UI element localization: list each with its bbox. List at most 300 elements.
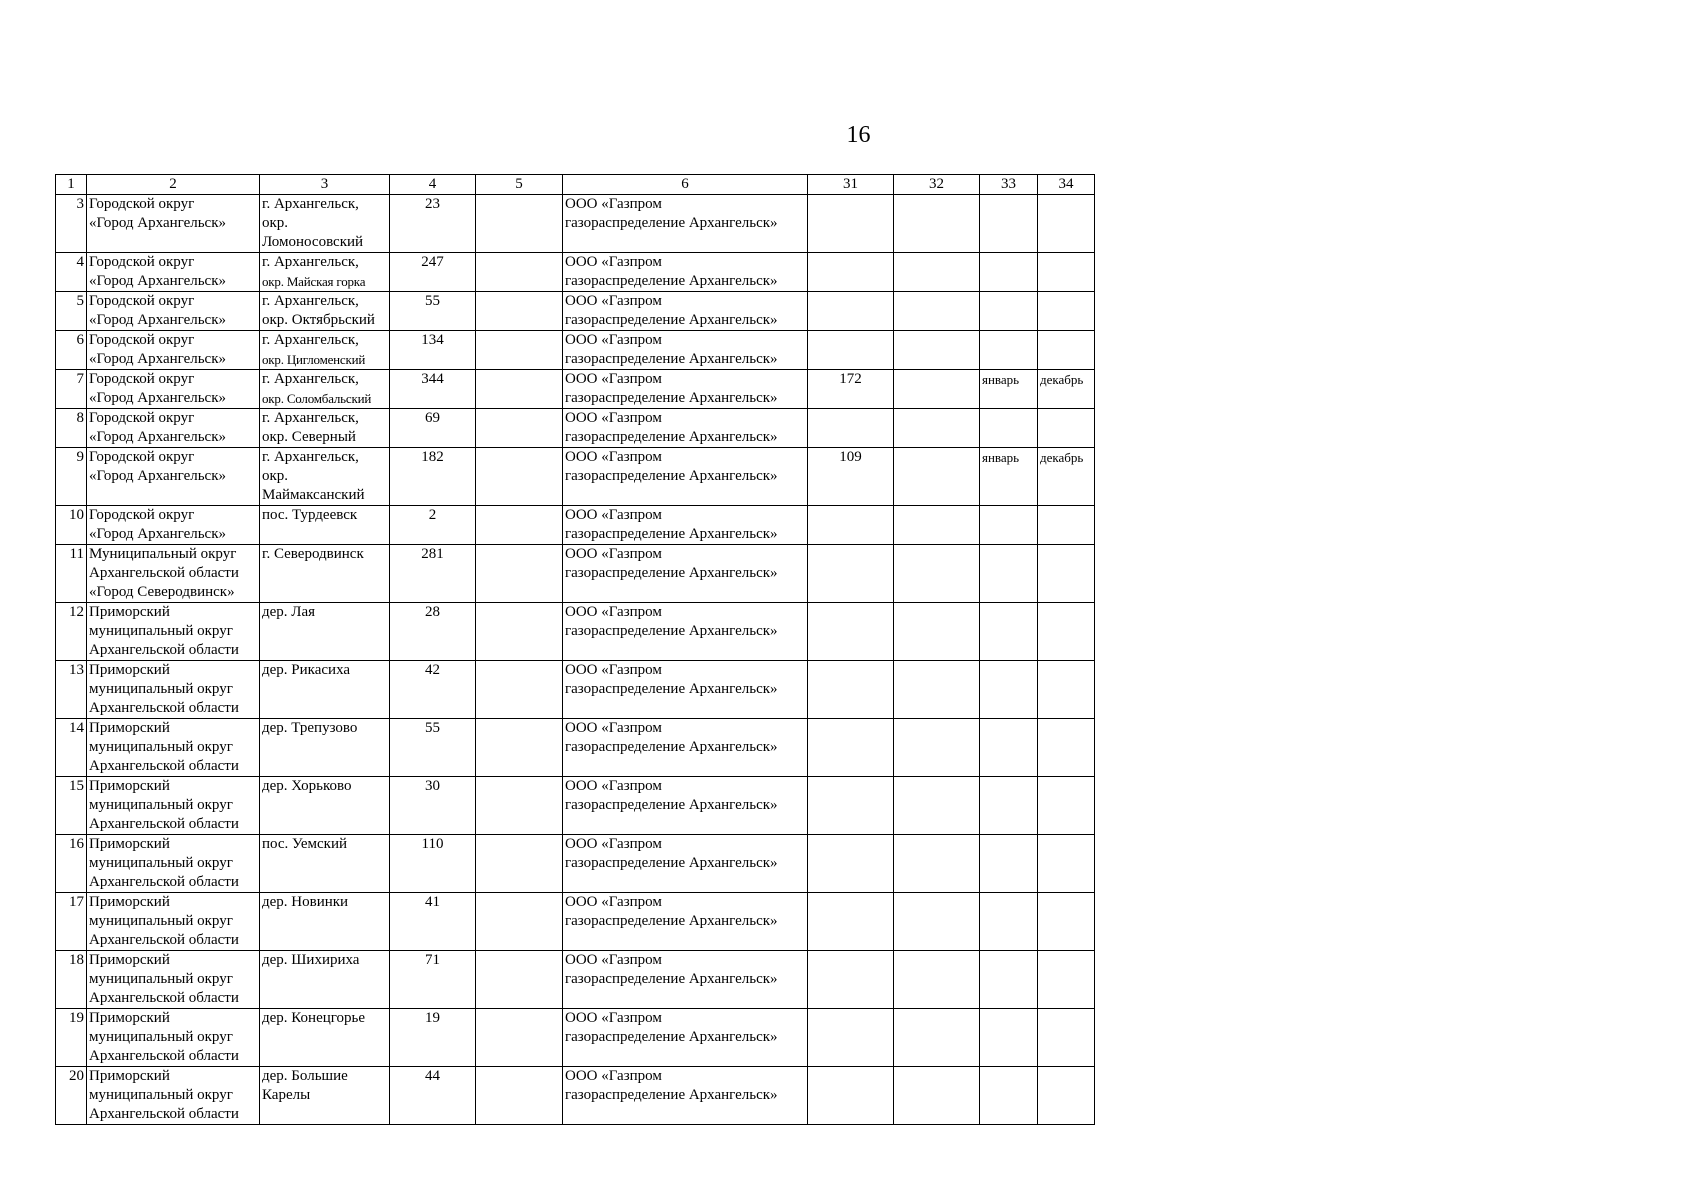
locality-cell-line: г. Архангельск, <box>262 293 359 309</box>
organization-cell-line: ООО «Газпром <box>565 662 662 678</box>
table-row <box>56 409 1095 448</box>
row-number-cell: 9 <box>56 448 87 506</box>
organization-cell-line: ООО «Газпром <box>565 1068 662 1084</box>
col32-value-cell <box>894 370 980 409</box>
col4-value-cell: 42 <box>390 661 476 719</box>
col31-value-cell <box>808 893 894 951</box>
col33-value-cell <box>980 506 1038 545</box>
col5-value-cell <box>476 777 563 835</box>
col5-value-cell <box>476 506 563 545</box>
locality-cell-line: г. Архангельск, <box>262 332 359 348</box>
col34-value-cell <box>1038 835 1095 893</box>
col5-value-cell <box>476 545 563 603</box>
col32-value-cell <box>894 195 980 253</box>
col5-value-cell <box>476 448 563 506</box>
col33-value-cell <box>980 951 1038 1009</box>
column-header: 1 <box>56 175 87 195</box>
col33-value-cell <box>980 835 1038 893</box>
col33-value-cell <box>980 1067 1038 1125</box>
col32-value-cell <box>894 1009 980 1067</box>
locality-cell <box>260 448 390 506</box>
district-cell-line: «Город Архангельск» <box>89 312 227 328</box>
col33-value-cell <box>980 893 1038 951</box>
locality-cell <box>260 777 390 835</box>
table-row <box>56 835 1095 893</box>
row-number-cell: 12 <box>56 603 87 661</box>
organization-cell-line: ООО «Газпром <box>565 332 662 348</box>
organization-cell-line: ООО «Газпром <box>565 507 662 523</box>
col31-value-cell <box>808 409 894 448</box>
district-cell-line: Приморский <box>89 894 170 910</box>
table-row <box>56 1067 1095 1125</box>
organization-cell-line: газораспределение Архангельск» <box>565 913 778 929</box>
district-cell-line: Архангельской области <box>89 1048 239 1064</box>
col31-value-cell <box>808 777 894 835</box>
locality-cell <box>260 719 390 777</box>
col5-value-cell <box>476 1009 563 1067</box>
col33-value-cell <box>980 253 1038 292</box>
table-body <box>56 195 1095 1125</box>
organization-cell-line: ООО «Газпром <box>565 952 662 968</box>
organization-cell <box>563 370 808 409</box>
row-number-cell: 14 <box>56 719 87 777</box>
locality-cell-line: дер. Шихириха <box>262 952 360 968</box>
column-header: 2 <box>87 175 260 195</box>
district-cell-line: Приморский <box>89 1068 170 1084</box>
row-number-cell: 13 <box>56 661 87 719</box>
district-cell-line: Архангельской области <box>89 874 239 890</box>
col32-value-cell <box>894 253 980 292</box>
organization-cell-line: газораспределение Архангельск» <box>565 681 778 697</box>
organization-cell-line: ООО «Газпром <box>565 720 662 736</box>
table-row <box>56 506 1095 545</box>
organization-cell <box>563 292 808 331</box>
col33-value-cell <box>980 409 1038 448</box>
locality-cell-line: Карелы <box>262 1087 311 1103</box>
organization-cell <box>563 1067 808 1125</box>
organization-cell-line: ООО «Газпром <box>565 604 662 620</box>
district-cell-line: «Город Архангельск» <box>89 429 227 445</box>
locality-cell <box>260 506 390 545</box>
district-cell-line: Городской округ <box>89 410 195 426</box>
col4-value-cell: 182 <box>390 448 476 506</box>
table-row <box>56 448 1095 506</box>
district-cell-line: муниципальный округ <box>89 681 233 697</box>
row-number-cell: 16 <box>56 835 87 893</box>
col31-value-cell: 109 <box>808 448 894 506</box>
district-cell <box>87 835 260 893</box>
locality-cell-line: окр. Цигломенский <box>262 352 366 367</box>
col32-value-cell <box>894 719 980 777</box>
col5-value-cell <box>476 409 563 448</box>
locality-cell-line: дер. Трепузово <box>262 720 358 736</box>
column-header: 6 <box>563 175 808 195</box>
organization-cell <box>563 195 808 253</box>
col34-value-cell <box>1038 893 1095 951</box>
data-table <box>55 174 1095 1125</box>
organization-cell-line: газораспределение Архангельск» <box>565 739 778 755</box>
locality-cell <box>260 545 390 603</box>
district-cell-line: Приморский <box>89 836 170 852</box>
organization-cell <box>563 448 808 506</box>
row-number-cell: 4 <box>56 253 87 292</box>
organization-cell-line: газораспределение Архангельск» <box>565 797 778 813</box>
organization-cell <box>563 331 808 370</box>
col5-value-cell <box>476 951 563 1009</box>
col4-value-cell: 44 <box>390 1067 476 1125</box>
col32-value-cell <box>894 409 980 448</box>
locality-cell <box>260 661 390 719</box>
organization-cell-line: ООО «Газпром <box>565 293 662 309</box>
district-cell <box>87 661 260 719</box>
col34-value-cell <box>1038 603 1095 661</box>
table-row <box>56 603 1095 661</box>
locality-cell-line: дер. Новинки <box>262 894 349 910</box>
col4-value-cell: 71 <box>390 951 476 1009</box>
district-cell-line: Городской округ <box>89 332 195 348</box>
organization-cell-line: ООО «Газпром <box>565 254 662 270</box>
district-cell-line: Архангельской области <box>89 565 239 581</box>
col33-value-cell <box>980 331 1038 370</box>
col34-value-cell <box>1038 292 1095 331</box>
col32-value-cell <box>894 603 980 661</box>
col33-value-cell <box>980 777 1038 835</box>
locality-cell-line: г. Северодвинск <box>262 546 364 562</box>
locality-cell-line: дер. Рикасиха <box>262 662 351 678</box>
col31-value-cell <box>808 661 894 719</box>
organization-cell-line: газораспределение Архангельск» <box>565 273 778 289</box>
row-number-cell: 20 <box>56 1067 87 1125</box>
organization-cell <box>563 951 808 1009</box>
col4-value-cell: 30 <box>390 777 476 835</box>
organization-cell-line: газораспределение Архангельск» <box>565 1029 778 1045</box>
col4-value-cell: 55 <box>390 719 476 777</box>
col32-value-cell <box>894 448 980 506</box>
district-cell-line: муниципальный округ <box>89 1087 233 1103</box>
col4-value-cell: 247 <box>390 253 476 292</box>
column-header: 3 <box>260 175 390 195</box>
organization-cell-line: ООО «Газпром <box>565 410 662 426</box>
col34-value-cell <box>1038 951 1095 1009</box>
col4-value-cell: 344 <box>390 370 476 409</box>
locality-cell <box>260 1009 390 1067</box>
district-cell-line: муниципальный округ <box>89 739 233 755</box>
col31-value-cell <box>808 331 894 370</box>
organization-cell-line: ООО «Газпром <box>565 196 662 212</box>
row-number-cell: 5 <box>56 292 87 331</box>
locality-cell-line: пос. Турдеевск <box>262 507 358 523</box>
row-number-cell: 11 <box>56 545 87 603</box>
district-cell-line: муниципальный округ <box>89 797 233 813</box>
organization-cell <box>563 603 808 661</box>
locality-cell-line: пос. Уемский <box>262 836 348 852</box>
col33-value-cell <box>980 661 1038 719</box>
locality-cell-line: Ломоносовский <box>262 234 364 250</box>
organization-cell <box>563 1009 808 1067</box>
column-header: 33 <box>980 175 1038 195</box>
col34-value-cell <box>1038 253 1095 292</box>
locality-cell-line: г. Архангельск, <box>262 449 359 465</box>
col34-value-cell <box>1038 777 1095 835</box>
district-cell-line: муниципальный округ <box>89 855 233 871</box>
district-cell-line: муниципальный округ <box>89 623 233 639</box>
district-cell <box>87 603 260 661</box>
district-cell-line: Приморский <box>89 604 170 620</box>
locality-cell-line: дер. Лая <box>262 604 316 620</box>
organization-cell-line: газораспределение Архангельск» <box>565 1087 778 1103</box>
organization-cell <box>563 253 808 292</box>
col31-value-cell <box>808 195 894 253</box>
col34-value-cell <box>1038 195 1095 253</box>
district-cell <box>87 1067 260 1125</box>
locality-cell-line: окр. <box>262 468 289 484</box>
district-cell <box>87 331 260 370</box>
row-number-cell: 3 <box>56 195 87 253</box>
table-row <box>56 370 1095 409</box>
district-cell-line: Городской округ <box>89 371 195 387</box>
col32-value-cell <box>894 777 980 835</box>
row-number-cell: 18 <box>56 951 87 1009</box>
organization-cell <box>563 661 808 719</box>
district-cell <box>87 448 260 506</box>
district-cell <box>87 777 260 835</box>
locality-cell-line: дер. Конецгорье <box>262 1010 366 1026</box>
district-cell-line: муниципальный округ <box>89 913 233 929</box>
col31-value-cell <box>808 835 894 893</box>
district-cell-line: «Город Архангельск» <box>89 215 227 231</box>
col32-value-cell <box>894 545 980 603</box>
district-cell-line: Приморский <box>89 778 170 794</box>
col5-value-cell <box>476 719 563 777</box>
col34-value-cell <box>1038 1009 1095 1067</box>
district-cell-line: Городской округ <box>89 196 195 212</box>
locality-cell-line: окр. Северный <box>262 429 356 445</box>
district-cell-line: Архангельской области <box>89 990 239 1006</box>
locality-cell-line: дер. Хорьково <box>262 778 352 794</box>
organization-cell-line: ООО «Газпром <box>565 894 662 910</box>
district-cell <box>87 370 260 409</box>
col32-value-cell <box>894 893 980 951</box>
col31-value-cell <box>808 545 894 603</box>
col34-value-cell <box>1038 719 1095 777</box>
locality-cell <box>260 370 390 409</box>
table-row <box>56 545 1095 603</box>
table-row <box>56 292 1095 331</box>
col32-value-cell <box>894 835 980 893</box>
district-cell-line: Архангельской области <box>89 816 239 832</box>
organization-cell-line: газораспределение Архангельск» <box>565 215 778 231</box>
col31-value-cell <box>808 951 894 1009</box>
locality-cell-line: окр. Октябрьский <box>262 312 375 328</box>
district-cell-line: Архангельской области <box>89 1106 239 1122</box>
district-cell <box>87 409 260 448</box>
col31-value-cell <box>808 506 894 545</box>
col4-value-cell: 134 <box>390 331 476 370</box>
organization-cell-line: газораспределение Архангельск» <box>565 971 778 987</box>
row-number-cell: 15 <box>56 777 87 835</box>
organization-cell <box>563 409 808 448</box>
col33-value-cell <box>980 545 1038 603</box>
col34-value-cell: декабрь <box>1038 448 1095 506</box>
col34-value-cell <box>1038 409 1095 448</box>
col5-value-cell <box>476 292 563 331</box>
organization-cell-line: ООО «Газпром <box>565 546 662 562</box>
col32-value-cell <box>894 331 980 370</box>
district-cell-line: Городской округ <box>89 449 195 465</box>
col4-value-cell: 41 <box>390 893 476 951</box>
district-cell-line: «Город Архангельск» <box>89 390 227 406</box>
district-cell-line: Архангельской области <box>89 932 239 948</box>
organization-cell-line: газораспределение Архангельск» <box>565 526 778 542</box>
col5-value-cell <box>476 370 563 409</box>
locality-cell-line: г. Архангельск, <box>262 371 359 387</box>
locality-cell <box>260 951 390 1009</box>
col33-value-cell <box>980 195 1038 253</box>
col5-value-cell <box>476 253 563 292</box>
organization-cell-line: ООО «Газпром <box>565 371 662 387</box>
locality-cell <box>260 835 390 893</box>
col34-value-cell <box>1038 661 1095 719</box>
col34-value-cell <box>1038 506 1095 545</box>
col5-value-cell <box>476 603 563 661</box>
table-header-row <box>56 175 1095 195</box>
district-cell-line: «Город Архангельск» <box>89 273 227 289</box>
col32-value-cell <box>894 661 980 719</box>
col34-value-cell <box>1038 1067 1095 1125</box>
organization-cell-line: газораспределение Архангельск» <box>565 468 778 484</box>
col5-value-cell <box>476 893 563 951</box>
district-cell-line: «Город Архангельск» <box>89 468 227 484</box>
locality-cell <box>260 603 390 661</box>
col31-value-cell <box>808 1009 894 1067</box>
district-cell <box>87 951 260 1009</box>
col32-value-cell <box>894 292 980 331</box>
col31-value-cell <box>808 253 894 292</box>
col5-value-cell <box>476 195 563 253</box>
col5-value-cell <box>476 835 563 893</box>
row-number-cell: 17 <box>56 893 87 951</box>
col33-value-cell <box>980 603 1038 661</box>
district-cell-line: Приморский <box>89 662 170 678</box>
district-cell-line: Приморский <box>89 1010 170 1026</box>
organization-cell-line: газораспределение Архангельск» <box>565 312 778 328</box>
locality-cell <box>260 409 390 448</box>
col4-value-cell: 2 <box>390 506 476 545</box>
col34-value-cell <box>1038 545 1095 603</box>
col4-value-cell: 19 <box>390 1009 476 1067</box>
row-number-cell: 7 <box>56 370 87 409</box>
district-cell <box>87 893 260 951</box>
locality-cell <box>260 195 390 253</box>
table-row <box>56 661 1095 719</box>
district-cell-line: муниципальный округ <box>89 1029 233 1045</box>
locality-cell-line: окр. <box>262 215 289 231</box>
row-number-cell: 6 <box>56 331 87 370</box>
table-row <box>56 195 1095 253</box>
district-cell-line: Приморский <box>89 952 170 968</box>
row-number-cell: 19 <box>56 1009 87 1067</box>
col4-value-cell: 23 <box>390 195 476 253</box>
locality-cell <box>260 331 390 370</box>
organization-cell-line: ООО «Газпром <box>565 449 662 465</box>
col34-value-cell: декабрь <box>1038 370 1095 409</box>
district-cell-line: Муниципальный округ <box>89 546 237 562</box>
district-cell <box>87 1009 260 1067</box>
locality-cell-line: дер. Большие <box>262 1068 348 1084</box>
page-number: 16 <box>846 122 871 148</box>
col32-value-cell <box>894 951 980 1009</box>
district-cell-line: «Город Северодвинск» <box>89 584 235 600</box>
locality-cell <box>260 893 390 951</box>
column-header: 31 <box>808 175 894 195</box>
district-cell <box>87 506 260 545</box>
col32-value-cell <box>894 1067 980 1125</box>
row-number-cell: 8 <box>56 409 87 448</box>
column-header: 4 <box>390 175 476 195</box>
row-number-cell: 10 <box>56 506 87 545</box>
district-cell-line: Городской округ <box>89 254 195 270</box>
column-header: 32 <box>894 175 980 195</box>
table-row <box>56 253 1095 292</box>
col4-value-cell: 28 <box>390 603 476 661</box>
table-row <box>56 893 1095 951</box>
district-cell-line: «Город Архангельск» <box>89 526 227 542</box>
organization-cell-line: газораспределение Архангельск» <box>565 565 778 581</box>
table-row <box>56 1009 1095 1067</box>
district-cell-line: Приморский <box>89 720 170 736</box>
locality-cell-line: Маймаксанский <box>262 487 365 503</box>
organization-cell-line: газораспределение Архангельск» <box>565 623 778 639</box>
locality-cell-line: окр. Майская горка <box>262 274 366 289</box>
col33-value-cell <box>980 292 1038 331</box>
table-row <box>56 331 1095 370</box>
col34-value-cell <box>1038 331 1095 370</box>
district-cell-line: муниципальный округ <box>89 971 233 987</box>
col4-value-cell: 69 <box>390 409 476 448</box>
locality-cell-line: г. Архангельск, <box>262 254 359 270</box>
col4-value-cell: 55 <box>390 292 476 331</box>
col4-value-cell: 281 <box>390 545 476 603</box>
col31-value-cell: 172 <box>808 370 894 409</box>
organization-cell-line: газораспределение Архангельск» <box>565 855 778 871</box>
district-cell-line: Архангельской области <box>89 642 239 658</box>
col32-value-cell <box>894 506 980 545</box>
locality-cell-line: окр. Соломбальский <box>262 391 372 406</box>
locality-cell-line: г. Архангельск, <box>262 410 359 426</box>
organization-cell <box>563 545 808 603</box>
organization-cell-line: ООО «Газпром <box>565 778 662 794</box>
district-cell <box>87 545 260 603</box>
district-cell-line: Городской округ <box>89 507 195 523</box>
locality-cell <box>260 292 390 331</box>
district-cell <box>87 253 260 292</box>
organization-cell <box>563 506 808 545</box>
district-cell-line: Архангельской области <box>89 758 239 774</box>
organization-cell-line: ООО «Газпром <box>565 1010 662 1026</box>
col33-value-cell <box>980 719 1038 777</box>
district-cell-line: «Город Архангельск» <box>89 351 227 367</box>
organization-cell <box>563 719 808 777</box>
column-header: 34 <box>1038 175 1095 195</box>
col33-value-cell <box>980 1009 1038 1067</box>
district-cell <box>87 292 260 331</box>
district-cell-line: Архангельской области <box>89 700 239 716</box>
col4-value-cell: 110 <box>390 835 476 893</box>
table-row <box>56 777 1095 835</box>
locality-cell-line: г. Архангельск, <box>262 196 359 212</box>
organization-cell-line: газораспределение Архангельск» <box>565 351 778 367</box>
organization-cell-line: газораспределение Архангельск» <box>565 390 778 406</box>
